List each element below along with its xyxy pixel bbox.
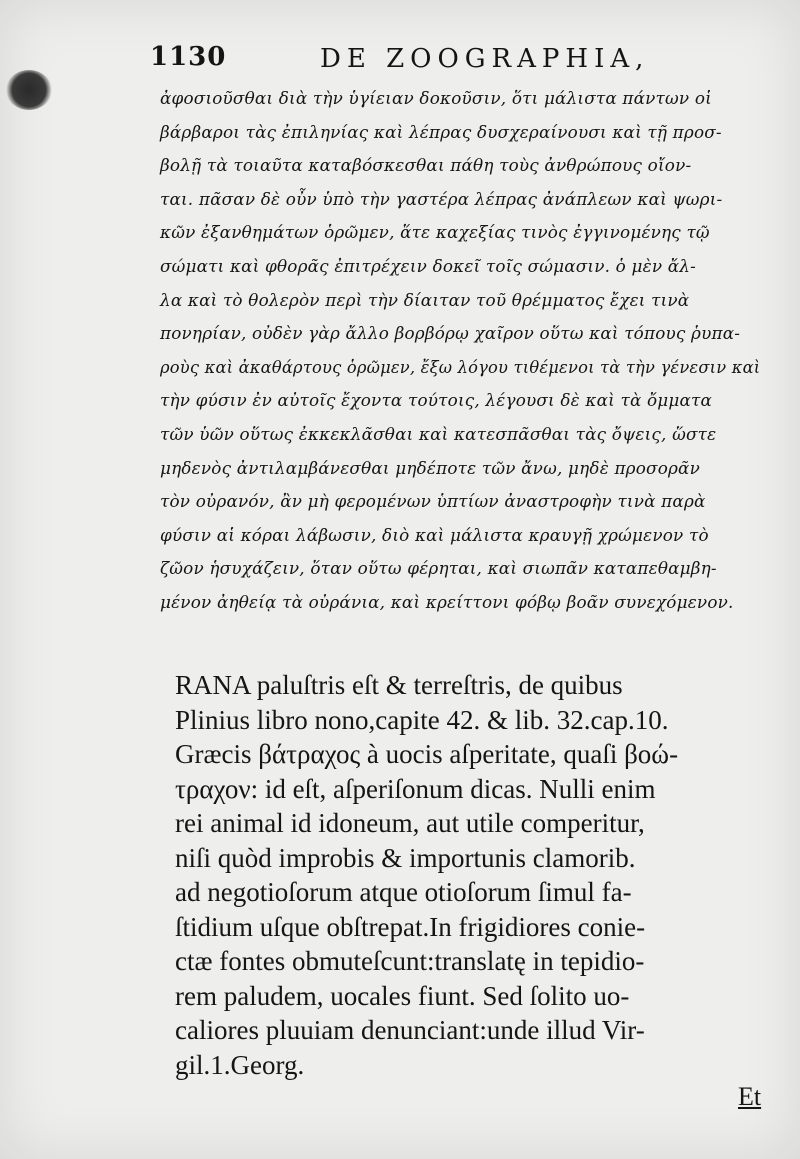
greek-line: τῶν ὑῶν οὕτως ἐκκεκλᾶσθαι καὶ κατεσπᾶσθαι τὰς ὄψεις, ὥστε xyxy=(160,423,717,444)
latin-line: τραχον: id eſt, aſperiſonum dicas. Nulli enim xyxy=(175,773,656,804)
greek-line: τὴν φύσιν ἐν αὐτοῖς ἔχοντα τούτοις, λέγουσι δὲ καὶ τὰ ὄμματα xyxy=(160,390,713,411)
greek-line: ζῶον ἡσυχάζειν, ὅταν οὕτω φέρηται, καὶ σιωπᾶν καταπεθαμβη- xyxy=(160,558,717,579)
latin-line: niſi quòd improbis & importunis clamorib. xyxy=(175,842,636,873)
latin-line: ad negotioſorum atque otioſorum ſimul fa- xyxy=(175,877,632,907)
greek-line: τὸν οὐρανόν, ἂν μὴ φερομένων ὑπτίων ἀναστροφὴν τινὰ παρὰ xyxy=(160,491,706,512)
greek-line: λα καὶ τὸ θολερὸν περὶ τὴν δίαιταν τοῦ θρέμματος ἔχει τινὰ xyxy=(160,289,690,310)
latin-line: rei animal id idoneum, aut utile comperitur, xyxy=(175,808,645,838)
running-head: DE ZOOGRAPHIA, xyxy=(320,44,650,74)
latin-line: ſtidium uſque obſtrepat.In frigidiores conie- xyxy=(175,911,646,942)
latin-line: rem paludem, uocales fiunt. Sed ſolito uo- xyxy=(175,980,630,1011)
greek-line: σώματι καὶ φθορᾶς ἐπιτρέχειν δοκεῖ τοῖς σώμασιν. ὁ μὲν ἄλ- xyxy=(160,255,697,276)
greek-line: φύσιν αἱ κόραι λάβωσιν, διὸ καὶ μάλιστα κραυγῇ χρώμενον τὸ xyxy=(160,524,709,545)
page-header xyxy=(150,42,770,82)
catchword: Et xyxy=(738,1082,762,1111)
latin-line: gil.1.Georg. xyxy=(175,1049,305,1080)
latin-line: Græcis βάτραχος à uocis aſperitate, quaſi βοώ- xyxy=(175,739,679,769)
ink-stain xyxy=(6,70,52,110)
greek-text-block xyxy=(160,82,770,620)
greek-line: ἀφοσιοῦσθαι διὰ τὴν ὑγίειαν δοκοῦσιν, ὅτι μάλιστα πάντων οἱ xyxy=(160,88,712,108)
greek-line: μηδενὸς ἀντιλαμβάνεσθαι μηδέποτε τῶν ἄνω, μηδὲ προσορᾶν xyxy=(160,457,700,478)
greek-line: πονηρίαν, οὐδὲν γὰρ ἄλλο βορβόρῳ χαῖρον οὕτω καὶ τόπους ῥυπα- xyxy=(160,323,741,344)
greek-line: μένον ἀηθείᾳ τὰ οὐράνια, καὶ κρείττονι φόβῳ βοᾶν συνεχόμενον. xyxy=(160,591,734,612)
greek-line: βάρβαροι τὰς ἐπιληνίας καὶ λέπρας δυσχεραίνουσι καὶ τῇ προσ- xyxy=(160,121,722,142)
greek-line: ροὺς καὶ ἀκαθάρτους ὁρῶμεν, ἔξω λόγου τιθέμενοι τὰ τὴν γένεσιν καὶ xyxy=(160,357,761,377)
latin-line: Plinius libro nono,capite 42. & lib. 32.cap.10. xyxy=(175,704,669,735)
latin-line: RANA paluſtris eſt & terreſtris, de quibus xyxy=(175,670,623,700)
greek-line: κῶν ἐξανθημάτων ὁρῶμεν, ἅτε καχεξίας τινὸς ἐγγινομένης τῷ xyxy=(160,222,710,243)
page-number: 1130 xyxy=(150,42,227,72)
latin-line: ctæ fontes obmuteſcunt:translatę in tepidio- xyxy=(175,946,645,976)
greek-line: βολῇ τὰ τοιαῦτα καταβόσκεσθαι πάθη τοὺς ἀνθρώπους οἴον- xyxy=(160,155,692,176)
latin-text-block xyxy=(175,668,775,1082)
greek-line: ται. πᾶσαν δὲ οὖν ὑπὸ τὴν γαστέρα λέπρας ἀνάπλεων καὶ ψωρι- xyxy=(160,188,723,209)
latin-line: caliores pluuiam denunciant:unde illud Vir- xyxy=(175,1015,645,1045)
